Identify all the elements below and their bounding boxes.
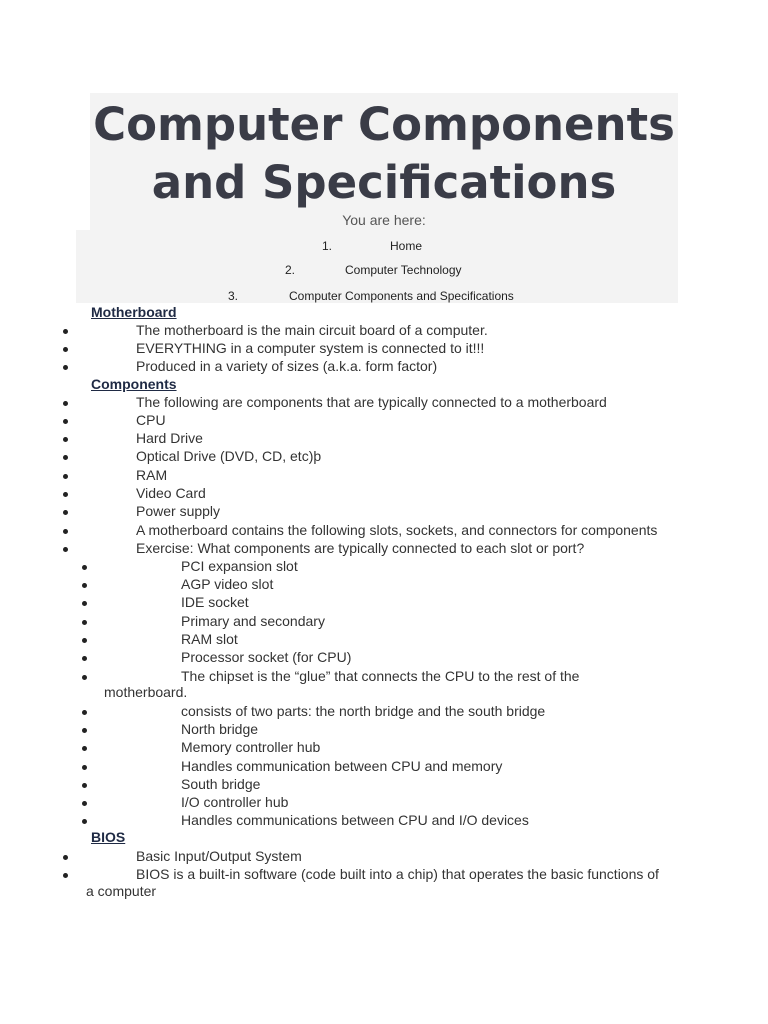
title-line-1: Computer Components [93, 98, 675, 151]
bullet-icon [63, 529, 68, 534]
bullet-icon [82, 638, 87, 643]
sub-list-item: Primary and secondary [0, 613, 768, 631]
list-item: EVERYTHING in a computer system is connected to it!!! [0, 340, 768, 358]
bullet-icon [63, 365, 68, 370]
section-heading-bios: BIOS [91, 829, 126, 845]
list-item: Exercise: What components are typically connected to each slot or port? [0, 540, 768, 558]
bullet-icon [63, 547, 68, 552]
breadcrumb-label-home[interactable]: Home [390, 239, 423, 253]
bullet-icon [63, 855, 68, 860]
breadcrumb-label-computer-technology[interactable]: Computer Technology [345, 263, 462, 277]
sub-list-item: North bridge [0, 721, 768, 739]
list-item: The following are components that are typically connected to a motherboard [0, 394, 768, 412]
bullet-icon [82, 728, 87, 733]
bullet-icon [82, 765, 87, 770]
bullet-icon [82, 710, 87, 715]
list-item: The motherboard is the main circuit board of a computer. [0, 322, 768, 340]
breadcrumb-label-current-page[interactable]: Computer Components and Specifications [289, 289, 514, 303]
list-item: A motherboard contains the following slots, sockets, and connectors for components [0, 522, 768, 540]
breadcrumb-number: 3. [228, 289, 239, 303]
list-item-continuation: a computer [86, 883, 157, 899]
breadcrumb-item-3[interactable] [228, 289, 514, 303]
bullet-icon [63, 329, 68, 334]
sub-list-item: Handles communications between CPU and I/O devices [0, 812, 768, 830]
bullet-icon [82, 656, 87, 661]
bullet-icon [63, 455, 68, 460]
sub-list-item: I/O controller hub [0, 794, 768, 812]
bullet-icon [63, 474, 68, 479]
bullet-icon [63, 873, 68, 878]
list-item: Basic Input/Output System [0, 848, 768, 866]
breadcrumb-number: 2. [285, 263, 296, 277]
list-item: BIOS is a built-in software (code built into a chip) that operates the basic functions of [0, 866, 768, 884]
section-heading-components: Components [91, 376, 177, 392]
header-band-extension [76, 230, 90, 303]
section-heading-motherboard: Motherboard [91, 304, 177, 320]
bullet-icon [82, 801, 87, 806]
bullet-icon [63, 437, 68, 442]
bullet-icon [63, 347, 68, 352]
bullet-icon [63, 401, 68, 406]
bullet-icon [82, 819, 87, 824]
breadcrumb-item-2[interactable] [285, 263, 462, 277]
sub-list-item: PCI expansion slot [0, 558, 768, 576]
you-are-here-label: You are here: [342, 212, 426, 228]
bullet-icon [82, 583, 87, 588]
list-item: Optical Drive (DVD, CD, etc)þ [0, 448, 768, 466]
bullet-icon [82, 675, 87, 680]
sub-list-item: AGP video slot [0, 576, 768, 594]
sub-list-item: IDE socket [0, 594, 768, 612]
bullet-icon [63, 510, 68, 515]
title-line-2: and Specifications [151, 156, 617, 209]
breadcrumb-item-1[interactable] [322, 239, 423, 253]
list-item: Produced in a variety of sizes (a.k.a. form factor) [0, 358, 768, 376]
sub-list-item: South bridge [0, 776, 768, 794]
sub-list-item: Memory controller hub [0, 739, 768, 757]
sub-list-item: Processor socket (for CPU) [0, 649, 768, 667]
list-item: RAM [0, 467, 768, 485]
sub-list-item: consists of two parts: the north bridge and the south bridge [0, 703, 768, 721]
bullet-icon [82, 620, 87, 625]
list-item: CPU [0, 412, 768, 430]
bullet-icon [82, 746, 87, 751]
sub-list-item: The chipset is the “glue” that connects the CPU to the rest of the [0, 668, 768, 686]
sub-list-item: RAM slot [0, 631, 768, 649]
document-title [90, 96, 678, 212]
bullet-icon [82, 601, 87, 606]
bullet-icon [82, 565, 87, 570]
sub-list-item: Handles communication between CPU and memory [0, 758, 768, 776]
bullet-icon [82, 783, 87, 788]
list-item: Hard Drive [0, 430, 768, 448]
list-item: Power supply [0, 503, 768, 521]
bullet-icon [63, 492, 68, 497]
list-item: Video Card [0, 485, 768, 503]
list-item-continuation: motherboard. [104, 684, 188, 700]
breadcrumb-number: 1. [322, 239, 333, 253]
bullet-icon [63, 419, 68, 424]
